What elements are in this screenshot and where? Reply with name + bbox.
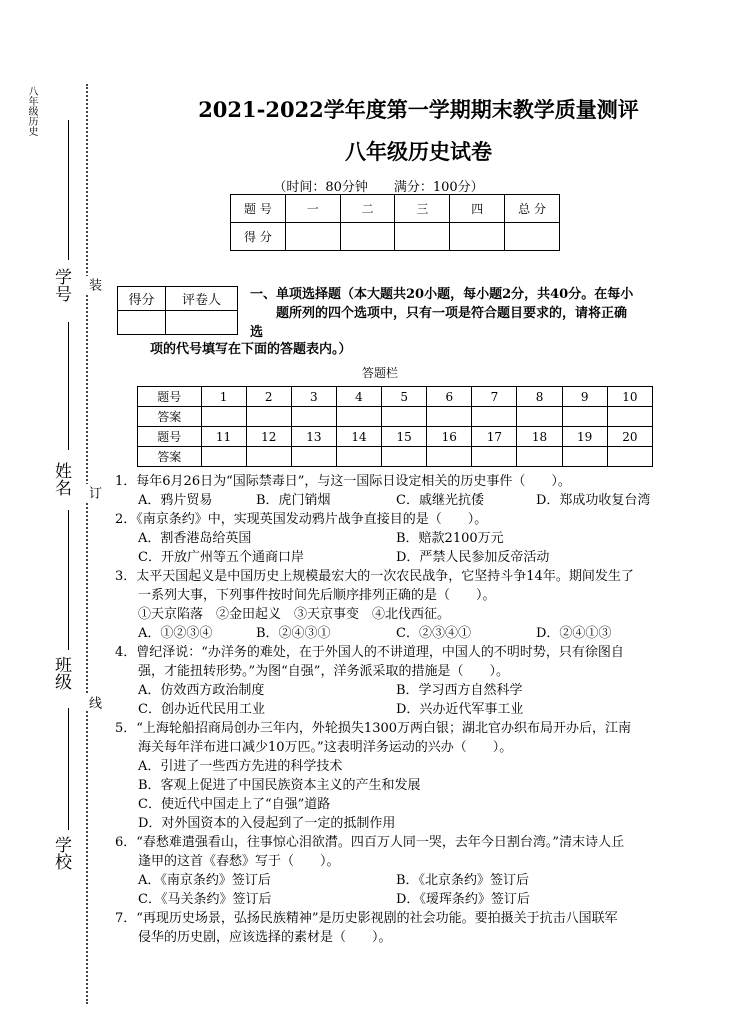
option-a[interactable]: A．《南京条约》签订后 [138, 873, 271, 888]
option-a[interactable]: A．割香港岛给英国 [138, 531, 252, 546]
answer-cell[interactable] [382, 407, 427, 427]
score-cell-blank[interactable] [285, 223, 340, 251]
question-number: 13 [291, 427, 336, 447]
question-number: 3 [291, 387, 336, 407]
answer-cell[interactable] [291, 407, 336, 427]
answer-cell[interactable] [246, 447, 291, 467]
question-4-stem: 4．曾纪泽说：“办洋务的难处，在于外国人的不讲道理，中国人的不明时势，只有徐图自 [115, 645, 624, 660]
score-cell-label: 得 分 [231, 223, 286, 251]
answer-cell[interactable] [201, 407, 246, 427]
question-number: 15 [382, 427, 427, 447]
section-instructions: 项的代号填写在下面的答题表内。） [150, 342, 352, 357]
grader-score-blank[interactable] [118, 311, 166, 335]
option-b[interactable]: B．赔款2100万元 [396, 531, 504, 546]
field-student-id: 学号 [51, 268, 71, 302]
answer-row-label: 答案 [138, 407, 202, 427]
question-3-events: ①天京陷落 ②金田起义 ③天京事变 ④北伐西征。 [138, 607, 451, 622]
question-number: 1 [201, 387, 246, 407]
answer-cell[interactable] [517, 447, 562, 467]
option-c[interactable]: C．使近代中国走上了“自强”道路 [138, 797, 331, 812]
question-4-stem: 强，才能扭转形势。”为图“自强”，洋务派采取的措施是（ ）。 [138, 664, 509, 679]
answer-row-label: 答案 [138, 447, 202, 467]
option-a[interactable]: A．①②③④ [138, 626, 213, 641]
question-number: 9 [562, 387, 607, 407]
answer-cell[interactable] [607, 447, 652, 467]
name-line [68, 708, 69, 830]
option-d[interactable]: D．严禁人民参加反帝活动 [396, 550, 550, 565]
score-cell-blank[interactable] [450, 223, 505, 251]
question-number: 17 [472, 427, 517, 447]
grader-score-label: 得分 [118, 287, 166, 311]
score-cell-blank[interactable] [505, 223, 560, 251]
option-a[interactable]: A．仿效西方政治制度 [138, 683, 265, 698]
name-line [68, 510, 69, 650]
grader-name-blank[interactable] [165, 311, 237, 335]
page-subtitle: 八年级历史试卷 [345, 139, 492, 164]
score-cell-header: 四 [450, 195, 505, 223]
answer-cell[interactable] [382, 447, 427, 467]
answer-cell[interactable] [607, 407, 652, 427]
option-a[interactable]: A．引进了一些西方先进的科学技术 [138, 759, 343, 774]
answer-cell[interactable] [291, 447, 336, 467]
question-1-stem: 1．每年6月26日为“国际禁毒日”，与这一国际日设定相关的历史事件（ ）。 [115, 474, 571, 489]
question-number: 11 [201, 427, 246, 447]
field-school: 学校 [51, 836, 71, 870]
option-b[interactable]: B．虎门销烟 [256, 493, 331, 508]
option-c[interactable]: C．《马关条约》签订后 [138, 892, 272, 907]
answer-cell[interactable] [336, 407, 381, 427]
binding-dotted-line [86, 84, 98, 1004]
question-5-stem: 海关每年洋布进口减少10万匹。”这表明洋务运动的兴办（ ）。 [138, 740, 513, 755]
option-b[interactable]: B．学习西方自然科学 [396, 683, 523, 698]
question-6-stem: 逢甲的这首《春愁》写于（ ）。 [138, 854, 340, 869]
score-cell-header: 一 [285, 195, 340, 223]
question-2-stem: 2．《南京条约》中，实现英国发动鸦片战争直接目的是（ ）。 [115, 512, 488, 527]
option-b[interactable]: B．客观上促进了中国民族资本主义的产生和发展 [138, 778, 421, 793]
name-line [68, 322, 69, 450]
question-number: 8 [517, 387, 562, 407]
question-number: 6 [427, 387, 472, 407]
option-d[interactable]: D．兴办近代军事工业 [396, 702, 524, 717]
option-c[interactable]: C．开放广州等五个通商口岸 [138, 550, 304, 565]
section-instructions: 题所列的四个选项中，只有一项是符合题目要求的，请将正确 [276, 306, 628, 321]
question-number: 19 [562, 427, 607, 447]
score-cell-blank[interactable] [340, 223, 395, 251]
answer-cell[interactable] [472, 407, 517, 427]
score-cell-header: 三 [395, 195, 450, 223]
page-title: 2021-2022学年度第一学期期末教学质量测评 [198, 97, 639, 122]
question-number: 10 [607, 387, 652, 407]
field-name: 姓名 [51, 462, 71, 496]
option-c[interactable]: C．戚继光抗倭 [396, 493, 484, 508]
option-d[interactable]: D．②④①③ [536, 626, 612, 641]
section-instructions: 选 [250, 325, 264, 340]
score-table [230, 194, 560, 251]
answer-cell[interactable] [427, 407, 472, 427]
question-7-stem: 侵华的历史剧，应该选择的素材是（ ）。 [138, 930, 392, 945]
question-number: 7 [472, 387, 517, 407]
answer-cell[interactable] [336, 447, 381, 467]
question-6-stem: 6．“春愁难遣强看山，往事惊心泪欲潸。四百万人同一哭，去年今日割台湾。”清末诗人丘 [115, 835, 625, 850]
cut-label-line: 线 [86, 696, 101, 709]
score-cell-header: 二 [340, 195, 395, 223]
field-class: 班级 [51, 656, 71, 690]
cut-label-staple: 订 [86, 486, 101, 499]
question-number: 20 [607, 427, 652, 447]
answer-table-caption: 答题栏 [362, 366, 399, 380]
answer-cell[interactable] [472, 447, 517, 467]
answer-row-label: 题号 [138, 387, 202, 407]
option-c[interactable]: C．创办近代民用工业 [138, 702, 265, 717]
score-cell-header: 总 分 [505, 195, 560, 223]
answer-cell[interactable] [562, 407, 607, 427]
grader-table [117, 286, 238, 335]
option-d[interactable]: D．对外国资本的入侵起到了一定的抵制作用 [138, 816, 396, 831]
question-7-stem: 7．“再现历史场景，弘扬民族精神”是历史影视剧的社会功能。要拍摄关于抗击八国联军 [115, 911, 618, 926]
option-b[interactable]: B．《北京条约》签订后 [396, 873, 530, 888]
question-number: 18 [517, 427, 562, 447]
answer-cell[interactable] [562, 447, 607, 467]
score-cell-blank[interactable] [395, 223, 450, 251]
question-number: 12 [246, 427, 291, 447]
question-3-stem: 3．太平天国起义是中国历史上规模最宏大的一次农民战争，它坚持斗争14年。期间发生了 [115, 569, 634, 584]
subject-label: 八年级历史 [26, 86, 37, 136]
question-3-stem: 一系列大事，下列事件按时间先后顺序排列正确的是（ ）。 [138, 588, 496, 603]
answer-cell[interactable] [517, 407, 562, 427]
section-instructions: 一、单项选择题（本大题共20小题，每小题2分，共40分。在每小 [250, 287, 634, 302]
question-number: 2 [246, 387, 291, 407]
answer-table [137, 386, 653, 467]
cut-label-bind: 装 [86, 278, 101, 291]
question-5-stem: 5．“上海轮船招商局创办三年内，外轮损失1300万两白银；湖北官办织布局开办后，江南 [115, 721, 632, 736]
answer-row-label: 题号 [138, 427, 202, 447]
question-number: 4 [336, 387, 381, 407]
option-a[interactable]: A．鸦片贸易 [138, 493, 213, 508]
answer-cell[interactable] [201, 447, 246, 467]
option-d[interactable]: D．《瑷珲条约》签订后 [396, 892, 530, 907]
grader-name-label: 评卷人 [165, 287, 237, 311]
option-d[interactable]: D．郑成功收复台湾 [536, 493, 651, 508]
score-cell-header: 题 号 [231, 195, 286, 223]
question-number: 16 [427, 427, 472, 447]
exam-meta: （时间：80分钟 满分：100分） [273, 180, 484, 195]
option-c[interactable]: C．②③④① [396, 626, 471, 641]
option-b[interactable]: B．②④③① [256, 626, 331, 641]
answer-cell[interactable] [427, 447, 472, 467]
question-number: 14 [336, 427, 381, 447]
answer-cell[interactable] [246, 407, 291, 427]
question-number: 5 [382, 387, 427, 407]
